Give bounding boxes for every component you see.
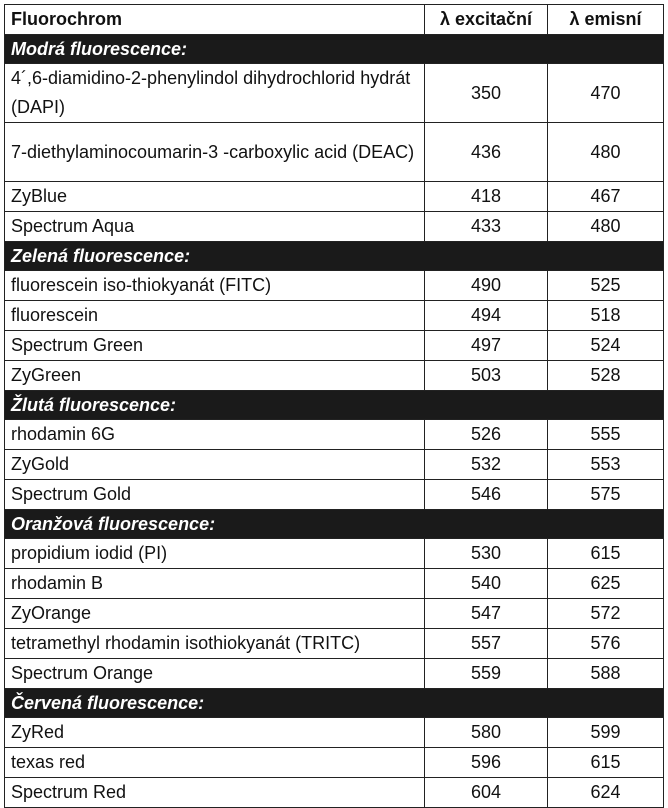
emission-wavelength-cell: 572 <box>548 599 664 629</box>
fluorochrome-name-cell: 7-diethylaminocoumarin-3 -carboxylic acid (DEAC) <box>5 123 425 182</box>
emission-wavelength-cell: 524 <box>548 331 664 361</box>
table-row <box>5 539 664 569</box>
excitation-wavelength-cell: 433 <box>425 212 548 242</box>
excitation-wavelength-cell: 494 <box>425 301 548 331</box>
fluorochrome-name-cell: Spectrum Green <box>5 331 425 361</box>
emission-wavelength-cell: 625 <box>548 569 664 599</box>
column-header-fluorochrom: Fluorochrom <box>5 5 425 35</box>
section-header-row <box>5 35 664 64</box>
emission-wavelength-cell: 470 <box>548 64 664 123</box>
emission-wavelength-cell: 518 <box>548 301 664 331</box>
section-header-row <box>5 391 664 420</box>
fluorochrome-name-cell: 4´,6-diamidino-2-phenylindol dihydrochlorid hydrát (DAPI) <box>5 64 425 123</box>
emission-wavelength-cell: 555 <box>548 420 664 450</box>
excitation-wavelength-cell: 497 <box>425 331 548 361</box>
fluorochrome-name-cell: Spectrum Orange <box>5 659 425 689</box>
excitation-wavelength-cell: 532 <box>425 450 548 480</box>
excitation-wavelength-cell: 540 <box>425 569 548 599</box>
excitation-wavelength-cell: 546 <box>425 480 548 510</box>
table-row <box>5 569 664 599</box>
fluorochrome-name-cell: rhodamin B <box>5 569 425 599</box>
excitation-wavelength-cell: 530 <box>425 539 548 569</box>
emission-wavelength-cell: 480 <box>548 212 664 242</box>
excitation-wavelength-cell: 580 <box>425 718 548 748</box>
section-header-row <box>5 510 664 539</box>
table-row <box>5 778 664 808</box>
emission-wavelength-cell: 624 <box>548 778 664 808</box>
excitation-wavelength-cell: 604 <box>425 778 548 808</box>
fluorochrome-name-cell: propidium iodid (PI) <box>5 539 425 569</box>
table-row <box>5 420 664 450</box>
table-row <box>5 361 664 391</box>
excitation-wavelength-cell: 596 <box>425 748 548 778</box>
table-header-row <box>5 5 664 35</box>
table-row <box>5 331 664 361</box>
fluorochrome-name-cell: fluorescein iso-thiokyanát (FITC) <box>5 271 425 301</box>
fluorochrome-name-cell: ZyGreen <box>5 361 425 391</box>
emission-wavelength-cell: 615 <box>548 748 664 778</box>
emission-wavelength-cell: 599 <box>548 718 664 748</box>
fluorochrome-name-cell: Spectrum Red <box>5 778 425 808</box>
table-row <box>5 123 664 182</box>
fluorochrome-name-cell: Spectrum Gold <box>5 480 425 510</box>
fluorochrome-name-cell: tetramethyl rhodamin isothiokyanát (TRITC) <box>5 629 425 659</box>
excitation-wavelength-cell: 547 <box>425 599 548 629</box>
emission-wavelength-cell: 553 <box>548 450 664 480</box>
emission-wavelength-cell: 588 <box>548 659 664 689</box>
table-row <box>5 271 664 301</box>
emission-wavelength-cell: 528 <box>548 361 664 391</box>
emission-wavelength-cell: 575 <box>548 480 664 510</box>
table-body <box>5 35 664 808</box>
fluorochrome-name-cell: ZyGold <box>5 450 425 480</box>
excitation-wavelength-cell: 503 <box>425 361 548 391</box>
table-row <box>5 659 664 689</box>
fluorochrome-name-cell: ZyBlue <box>5 182 425 212</box>
section-header-row <box>5 242 664 271</box>
emission-wavelength-cell: 615 <box>548 539 664 569</box>
fluorochrome-name-cell: rhodamin 6G <box>5 420 425 450</box>
table-row <box>5 450 664 480</box>
table-row <box>5 480 664 510</box>
excitation-wavelength-cell: 490 <box>425 271 548 301</box>
fluorochrome-name-cell: ZyOrange <box>5 599 425 629</box>
table-row <box>5 718 664 748</box>
fluorochrome-name-cell: fluorescein <box>5 301 425 331</box>
emission-wavelength-cell: 525 <box>548 271 664 301</box>
excitation-wavelength-cell: 526 <box>425 420 548 450</box>
emission-wavelength-cell: 467 <box>548 182 664 212</box>
excitation-wavelength-cell: 559 <box>425 659 548 689</box>
section-title: Červená fluorescence: <box>5 689 664 718</box>
fluorochrome-name-cell: ZyRed <box>5 718 425 748</box>
section-title: Zelená fluorescence: <box>5 242 664 271</box>
column-header-excitation: λ excitační <box>425 5 548 35</box>
section-title: Oranžová fluorescence: <box>5 510 664 539</box>
emission-wavelength-cell: 576 <box>548 629 664 659</box>
fluorochrome-name-cell: texas red <box>5 748 425 778</box>
table-row <box>5 748 664 778</box>
fluorochrome-name-cell: Spectrum Aqua <box>5 212 425 242</box>
excitation-wavelength-cell: 350 <box>425 64 548 123</box>
table-row <box>5 182 664 212</box>
fluorochrome-table-container <box>4 4 663 808</box>
excitation-wavelength-cell: 436 <box>425 123 548 182</box>
table-row <box>5 629 664 659</box>
section-title: Žlutá fluorescence: <box>5 391 664 420</box>
section-title: Modrá fluorescence: <box>5 35 664 64</box>
table-row <box>5 64 664 123</box>
excitation-wavelength-cell: 418 <box>425 182 548 212</box>
column-header-emission: λ emisní <box>548 5 664 35</box>
emission-wavelength-cell: 480 <box>548 123 664 182</box>
fluorochrome-table <box>4 4 664 808</box>
table-row <box>5 599 664 629</box>
table-row <box>5 212 664 242</box>
section-header-row <box>5 689 664 718</box>
excitation-wavelength-cell: 557 <box>425 629 548 659</box>
table-row <box>5 301 664 331</box>
